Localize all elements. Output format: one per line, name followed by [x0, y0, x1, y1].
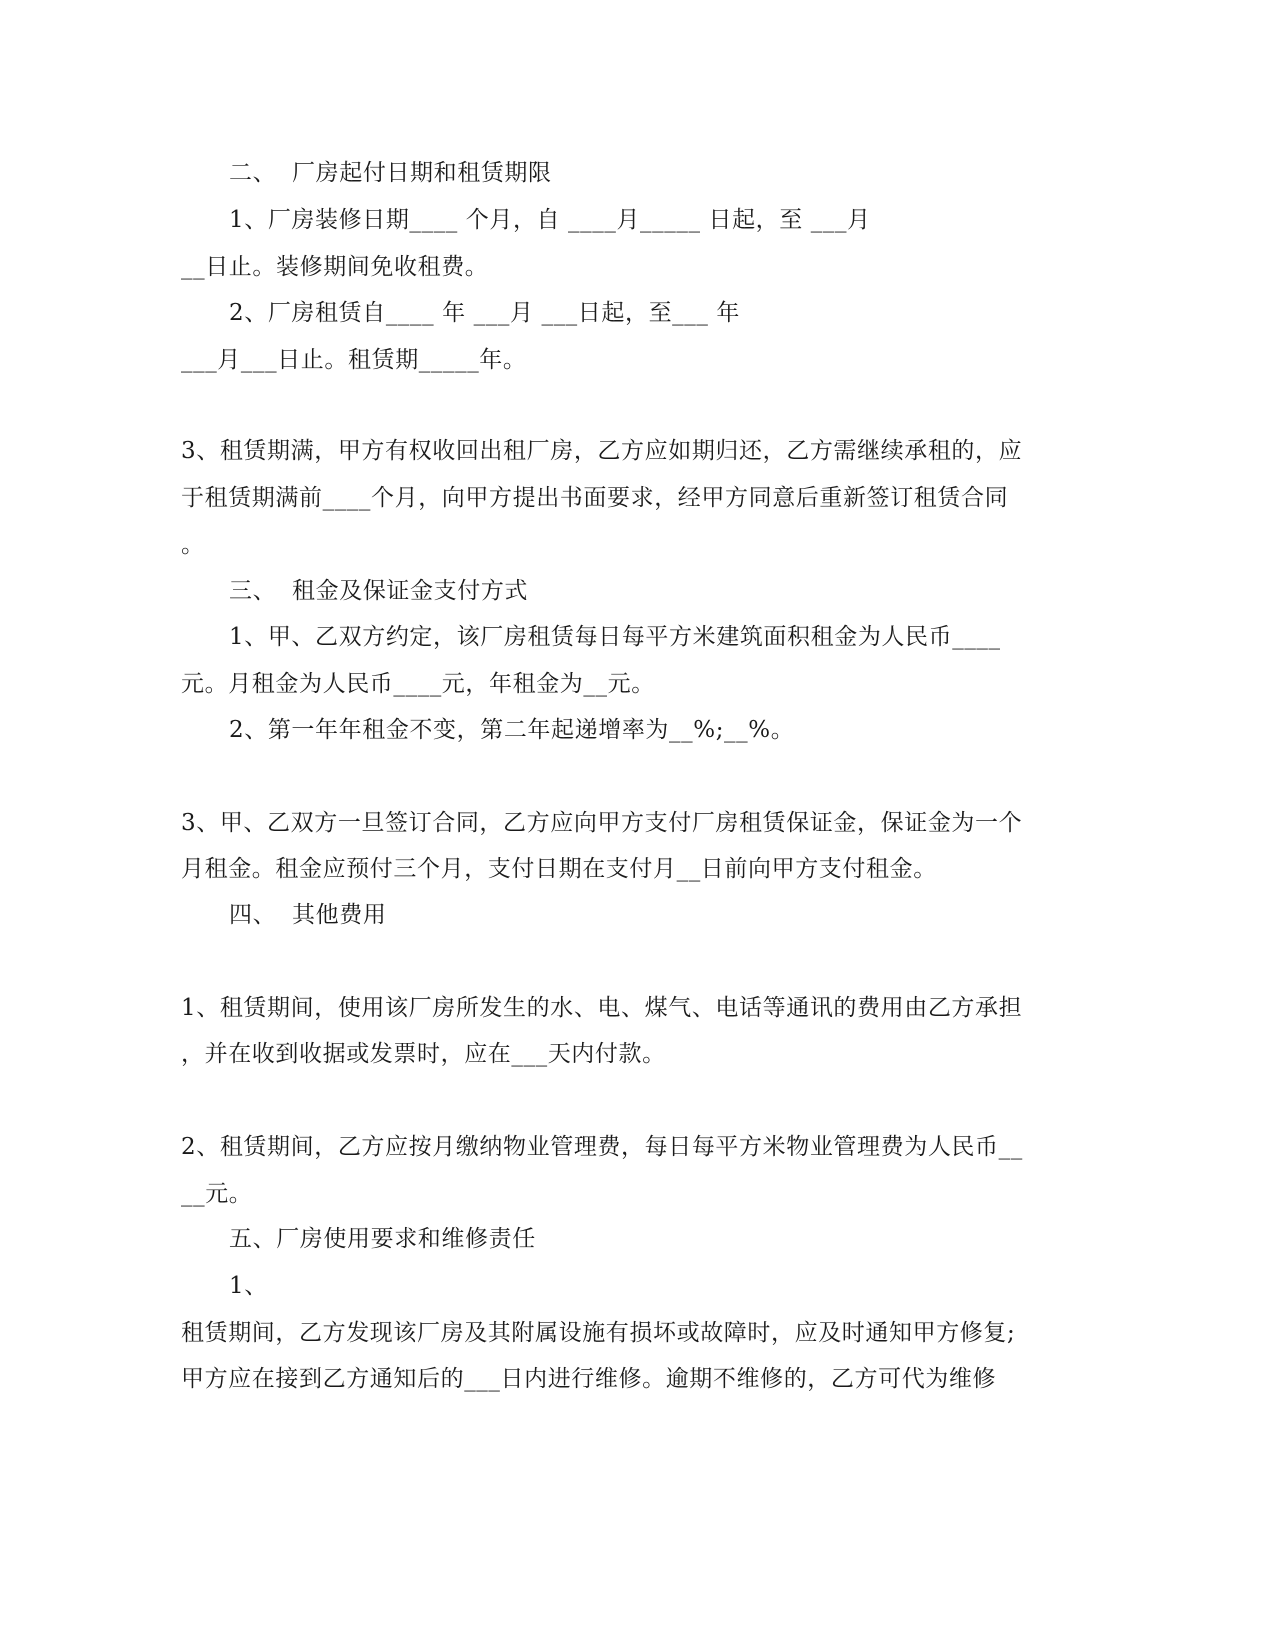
- paragraph-line: __日止。装修期间免收租费。: [181, 254, 489, 280]
- section-heading-5: 五、厂房使用要求和维修责任: [229, 1226, 536, 1252]
- paragraph-line: __元。: [181, 1181, 253, 1207]
- paragraph-line: 租赁期间，乙方发现该厂房及其附属设施有损坏或故障时，应及时通知甲方修复;: [181, 1320, 1016, 1346]
- section-heading-3: 三、 租金及保证金支付方式: [229, 578, 529, 604]
- paragraph-line: 3、租赁期满，甲方有权收回出租厂房，乙方应如期归还，乙方需继续承租的，应: [181, 438, 1023, 464]
- paragraph-line: 元。月租金为人民币____元，年租金为__元。: [181, 671, 655, 697]
- paragraph-line: 。: [181, 532, 205, 558]
- paragraph-line: 3、甲、乙双方一旦签订合同，乙方应向甲方支付厂房租赁保证金，保证金为一个: [181, 810, 1023, 836]
- paragraph-line: 2、租赁期间，乙方应按月缴纳物业管理费，每日每平方米物业管理费为人民币__: [181, 1134, 1023, 1160]
- paragraph-line: 1、甲、乙双方约定，该厂房租赁每日每平方米建筑面积租金为人民币____: [229, 624, 1001, 650]
- section-heading-4: 四、 其他费用: [229, 902, 387, 928]
- paragraph-line: 2、第一年年租金不变，第二年起递增率为__%;__%。: [229, 717, 795, 743]
- paragraph-line: ___月___日止。租赁期_____年。: [181, 347, 527, 373]
- paragraph-line: 甲方应在接到乙方通知后的___日内进行维修。逾期不维修的，乙方可代为维修: [181, 1366, 997, 1392]
- paragraph-line: ，并在收到收据或发票时，应在___天内付款。: [181, 1041, 666, 1067]
- paragraph-line: 于租赁期满前____个月，向甲方提出书面要求，经甲方同意后重新签订租赁合同: [181, 485, 1009, 511]
- paragraph-line: 1、: [229, 1273, 268, 1299]
- paragraph-line: 1、厂房装修日期____ 个月，自 ____月_____ 日起，至 ___月: [229, 207, 871, 233]
- paragraph-line: 2、厂房租赁自____ 年 ___月 ___日起，至___ 年: [229, 300, 740, 326]
- section-heading-2: 二、 厂房起付日期和租赁期限: [229, 160, 552, 186]
- paragraph-line: 月租金。租金应预付三个月，支付日期在支付月__日前向甲方支付租金。: [181, 856, 937, 882]
- paragraph-line: 1、租赁期间，使用该厂房所发生的水、电、煤气、电话等通讯的费用由乙方承担: [181, 995, 1023, 1021]
